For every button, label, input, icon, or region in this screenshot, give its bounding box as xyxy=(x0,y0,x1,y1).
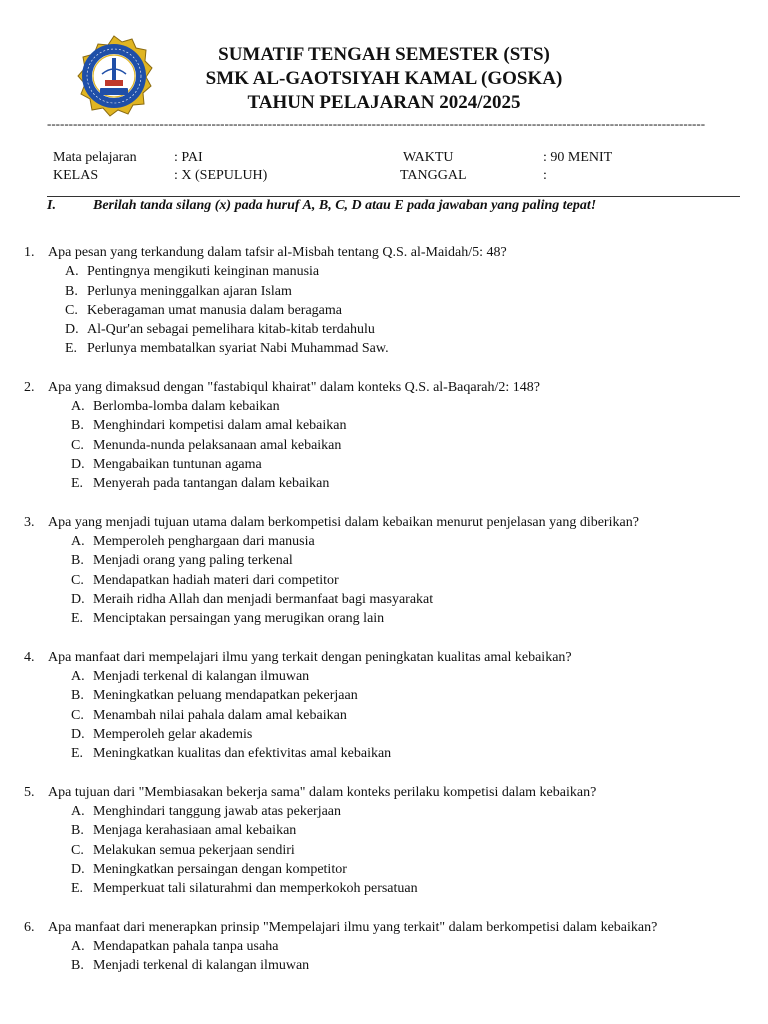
option-letter: B. xyxy=(71,553,84,568)
option-letter: B. xyxy=(71,688,84,703)
option-text: Meningkatkan peluang mendapatkan pekerjaan xyxy=(93,688,358,703)
option-6a[interactable] xyxy=(71,938,278,956)
option-text: Melakukan semua pekerjaan sendiri xyxy=(93,843,295,858)
option-letter: E. xyxy=(65,341,78,356)
option-text: Pentingnya mengikuti keinginan manusia xyxy=(87,264,320,279)
option-letter: A. xyxy=(71,804,85,819)
option-letter: D. xyxy=(71,727,85,742)
school-emblem-icon xyxy=(74,34,154,120)
question-number: 3. xyxy=(24,515,35,530)
option-1a[interactable] xyxy=(65,263,319,281)
option-letter: E. xyxy=(71,881,84,896)
option-1e[interactable] xyxy=(65,340,389,358)
option-letter: A. xyxy=(71,534,85,549)
option-letter: E. xyxy=(71,746,84,761)
option-4c[interactable] xyxy=(71,707,347,725)
option-2c[interactable] xyxy=(71,437,341,455)
option-letter: A. xyxy=(65,264,79,279)
academic-year: TAHUN PELAJARAN 2024/2025 xyxy=(247,92,521,113)
school-name: SMK AL-GAOTSIYAH KAMAL (GOSKA) xyxy=(205,68,563,89)
option-1b[interactable] xyxy=(65,283,292,301)
section-number: I. xyxy=(47,198,56,213)
option-text: Menjaga kerahasiaan amal kebaikan xyxy=(93,823,297,838)
option-1d[interactable] xyxy=(65,321,375,339)
option-letter: E. xyxy=(71,611,84,626)
dashed-separator: -------------------------------------------------------------------------------------------------------------------------------------------------------- xyxy=(47,116,706,131)
question-5 xyxy=(24,784,596,802)
option-text: Menjadi terkenal di kalangan ilmuwan xyxy=(93,958,310,973)
question-2 xyxy=(24,379,540,397)
option-letter: D. xyxy=(71,457,85,472)
question-6 xyxy=(24,919,657,937)
option-text: Menyerah pada tantangan dalam kebaikan xyxy=(93,476,330,491)
option-text: Menjadi orang yang paling terkenal xyxy=(93,553,293,568)
option-5d[interactable] xyxy=(71,861,347,879)
option-letter: D. xyxy=(71,592,85,607)
option-text: Keberagaman umat manusia dalam beragama xyxy=(87,303,342,318)
option-text: Memperoleh gelar akademis xyxy=(93,727,253,742)
option-2e[interactable] xyxy=(71,475,329,493)
option-letter: C. xyxy=(71,438,84,453)
option-text: Mendapatkan pahala tanpa usaha xyxy=(93,939,279,954)
question-number: 2. xyxy=(24,380,35,395)
exam-title: SUMATIF TENGAH SEMESTER (STS) xyxy=(218,44,550,65)
option-4d[interactable] xyxy=(71,726,252,744)
subject-label: Mata pelajaran xyxy=(53,150,137,165)
option-5e[interactable] xyxy=(71,880,418,898)
option-letter: D. xyxy=(65,322,79,337)
option-3b[interactable] xyxy=(71,552,293,570)
option-text: Perlunya meninggalkan ajaran Islam xyxy=(87,284,292,299)
option-text: Mendapatkan hadiah materi dari competitor xyxy=(93,573,339,588)
option-text: Memperkuat tali silaturahmi dan memperkokoh persatuan xyxy=(93,881,418,896)
option-text: Menghindari kompetisi dalam amal kebaikan xyxy=(93,418,347,433)
option-text: Meraih ridha Allah dan menjadi bermanfaat bagi masyarakat xyxy=(93,592,434,607)
document-header xyxy=(160,43,608,115)
option-1c[interactable] xyxy=(65,302,342,320)
option-letter: E. xyxy=(71,476,84,491)
option-letter: A. xyxy=(71,939,85,954)
option-letter: A. xyxy=(71,669,85,684)
question-number: 4. xyxy=(24,650,35,665)
question-4 xyxy=(24,649,572,667)
option-letter: C. xyxy=(71,708,84,723)
option-text: Memperoleh penghargaan dari manusia xyxy=(93,534,315,549)
option-letter: A. xyxy=(71,399,85,414)
option-4b[interactable] xyxy=(71,687,358,705)
option-text: Meningkatkan kualitas dan efektivitas amal kebaikan xyxy=(93,746,392,761)
option-3e[interactable] xyxy=(71,610,384,628)
section-instruction: Berilah tanda silang (x) pada huruf A, B, C, D atau E pada jawaban yang paling tepat! xyxy=(93,198,597,213)
option-letter: D. xyxy=(71,862,85,877)
question-number: 1. xyxy=(24,245,35,260)
option-2d[interactable] xyxy=(71,456,262,474)
option-letter: B. xyxy=(65,284,78,299)
class-value: : X (SEPULUH) xyxy=(174,168,268,183)
question-text: Apa yang dimaksud dengan "fastabiqul khairat" dalam konteks Q.S. al-Baqarah/2: 148? xyxy=(48,380,540,395)
option-letter: C. xyxy=(65,303,78,318)
option-3d[interactable] xyxy=(71,591,433,609)
option-text: Mengabaikan tuntunan agama xyxy=(93,457,262,472)
option-letter: C. xyxy=(71,573,84,588)
option-text: Menghindari tanggung jawab atas pekerjaan xyxy=(93,804,342,819)
question-text: Apa yang menjadi tujuan utama dalam berkompetisi dalam kebaikan menurut penjelasan yang diberikan? xyxy=(48,515,639,530)
option-letter: B. xyxy=(71,958,84,973)
question-text: Apa manfaat dari menerapkan prinsip "Mempelajari ilmu yang terkait" dalam berkompetisi dalam kebaikan? xyxy=(48,920,658,935)
time-value: : 90 MENIT xyxy=(543,150,613,165)
option-4e[interactable] xyxy=(71,745,391,763)
option-text: Al-Qur'an sebagai pemelihara kitab-kitab terdahulu xyxy=(87,322,375,337)
class-label: KELAS xyxy=(53,168,99,183)
option-letter: C. xyxy=(71,843,84,858)
option-2a[interactable] xyxy=(71,398,280,416)
question-text: Apa pesan yang terkandung dalam tafsir al-Misbah tentang Q.S. al-Maidah/5: 48? xyxy=(48,245,507,260)
option-5a[interactable] xyxy=(71,803,341,821)
option-letter: B. xyxy=(71,823,84,838)
option-text: Menunda-nunda pelaksanaan amal kebaikan xyxy=(93,438,342,453)
time-label: WAKTU xyxy=(403,150,454,165)
date-value: : xyxy=(543,168,547,183)
option-text: Berlomba-lomba dalam kebaikan xyxy=(93,399,280,414)
option-letter: B. xyxy=(71,418,84,433)
question-number: 6. xyxy=(24,920,35,935)
question-text: Apa tujuan dari "Membiasakan bekerja sama" dalam konteks perilaku kompetisi dalam kebaikan? xyxy=(48,785,597,800)
option-5c[interactable] xyxy=(71,842,295,860)
option-4a[interactable] xyxy=(71,668,309,686)
subject-value: : PAI xyxy=(174,150,203,165)
option-3a[interactable] xyxy=(71,533,315,551)
option-text: Menjadi terkenal di kalangan ilmuwan xyxy=(93,669,310,684)
option-text: Meningkatkan persaingan dengan kompetitor xyxy=(93,862,347,877)
option-5b[interactable] xyxy=(71,822,296,840)
option-6b[interactable] xyxy=(71,957,309,975)
option-text: Menambah nilai pahala dalam amal kebaikan xyxy=(93,708,347,723)
option-text: Perlunya membatalkan syariat Nabi Muhammad Saw. xyxy=(87,341,389,356)
date-label: TANGGAL xyxy=(400,168,467,183)
option-text: Menciptakan persaingan yang merugikan orang lain xyxy=(93,611,385,626)
option-2b[interactable] xyxy=(71,417,346,435)
question-1 xyxy=(24,244,507,262)
question-3 xyxy=(24,514,639,532)
question-text: Apa manfaat dari mempelajari ilmu yang terkait dengan peningkatan kualitas amal kebaikan? xyxy=(48,650,572,665)
question-number: 5. xyxy=(24,785,35,800)
option-3c[interactable] xyxy=(71,572,339,590)
